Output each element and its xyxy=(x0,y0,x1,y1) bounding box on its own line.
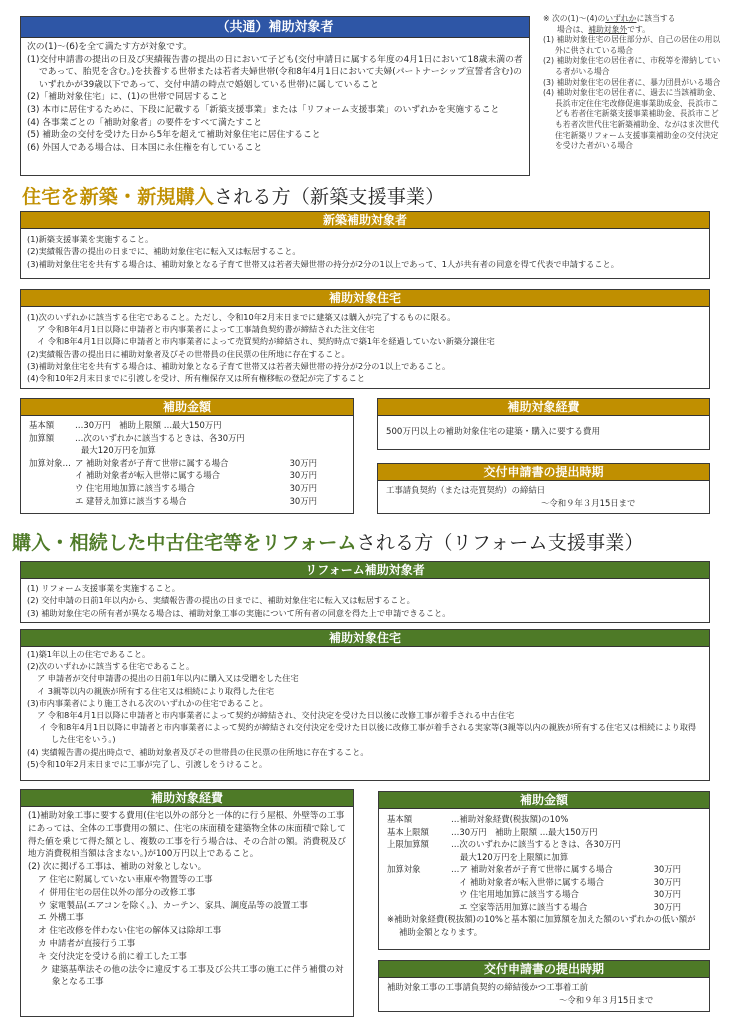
new-build-eligible-item: (2)実績報告書の提出の日までに、補助対象住宅に転入又は転居すること。 xyxy=(27,246,301,257)
common-item: (5) 補助金の交付を受けた日から5年を超えて補助対象住宅に居住すること xyxy=(27,130,321,141)
new-build-housing-title: 補助対象住宅 xyxy=(21,290,709,307)
new-build-amount-title: 補助金額 xyxy=(21,399,353,416)
new-build-target-row: ウ 住宅用地加算に該当する場合 30万円 xyxy=(75,482,317,493)
new-build-eligible-item: (3)補助対象住宅を共有する場合は、補助対象となる子育て世帯又は若者夫婦世帯の持分が2分の1以上であって、1人が共有者の同意を得て代表で申請すること。 xyxy=(27,258,619,269)
exclusion-note xyxy=(543,14,723,152)
reform-eligible-item: (1) リフォーム支援事業を実施すること。 xyxy=(27,583,180,593)
new-build-base-amount: 基本額 …30万円 補助上限額 …最大150万円 xyxy=(29,420,222,430)
reform-target-row: イ 補助対象者が転入世帯に属する場合 30万円 xyxy=(459,876,681,887)
reform-period-box xyxy=(378,960,710,1012)
reform-amount-row: 上限加算額 …次のいずれかに該当するときは、各30万円 xyxy=(387,839,621,849)
reform-eligible-title: リフォーム補助対象者 xyxy=(21,562,709,579)
exclusion-note-lead: ※ 次の(1)～(4)のいずれかに該当する xyxy=(543,14,676,23)
reform-eligible-item: (3) 補助対象住宅の所有者が異なる場合は、補助対象工事の実施について所有者の同意を得た上で申請できること。 xyxy=(27,607,451,618)
reform-housing-item: (3)市内事業者により施工される次のいずれかの住宅であること。 xyxy=(27,697,268,708)
reform-housing-subitem: イ 3親等以内の親族が所有する住宅又は相続により取得した住宅 xyxy=(37,685,275,696)
exclusion-item: (4) 補助対象住宅の居住者に、過去に当該補助金、長浜市定住住宅改修促進事業助成金、長浜市こども若者住宅新築支援事業補助金、長浜市こども若者次世代住宅新築補助金、ながはま次世代住宅新築リフォーム支援事業補助金の交付決定を受けた者がいる場合 xyxy=(543,88,721,151)
reform-period-line1: 補助対象工事の工事請負契約の締結後かつ工事着工前 xyxy=(387,982,588,992)
reform-cost-title: 補助対象経費 xyxy=(21,790,353,807)
new-build-housing-subitem: イ 令和8年4月1日以降に申請者と市内事業者によって売買契約が締結され、契約時点で築1年を経過していない新築分譲住宅 xyxy=(37,336,495,347)
new-build-period-box xyxy=(377,463,710,514)
reform-amount-box xyxy=(378,791,710,950)
reform-housing-item: (5)令和10年2月末日までに工事が完了し、引渡しをうけること。 xyxy=(27,758,268,769)
new-build-target-row: イ 補助対象者が転入世帯に属する場合 30万円 xyxy=(75,470,317,481)
exclusion-item: (3) 補助対象住宅の居住者に、暴力団員がいる場合 xyxy=(543,77,721,87)
reform-period-title: 交付申請書の提出時期 xyxy=(379,961,709,978)
new-build-period-title: 交付申請書の提出時期 xyxy=(378,464,709,481)
new-build-target-row: 加算対象… ア 補助対象者が子育て世帯に属する場合 30万円 xyxy=(29,457,317,468)
reform-cost-box xyxy=(20,789,354,1017)
reform-cost-excluded: ク 建築基準法その他の法令に違反する工事及び公共工事の施工に伴う補償の対象となる工事 xyxy=(40,964,344,988)
reform-housing-box xyxy=(20,629,710,781)
reform-target-row: エ 空家等活用加算に該当する場合 30万円 xyxy=(459,901,681,912)
reform-cost-excluded: オ 住宅改修を伴わない住宅の解体又は除却工事 xyxy=(38,926,222,937)
new-build-add-amount: 加算額 …次のいずれかに該当するときは、各30万円 xyxy=(29,432,245,443)
common-eligibility-box xyxy=(20,16,530,176)
new-build-add-max: 最大120万円を加算 xyxy=(81,445,156,456)
new-build-housing-item: (3)補助対象住宅を共有する場合は、補助対象となる子育て世帯又は若者夫婦世帯の持分が2分の1以上であること。 xyxy=(27,360,451,371)
reform-cost-excluded: カ 申請者が直接行う工事 xyxy=(38,938,136,949)
reform-housing-item: (2)次のいずれかに該当する住宅であること。 xyxy=(27,661,195,672)
exclusion-item: (2) 補助対象住宅の居住者に、市税等を滞納している者がいる場合 xyxy=(543,56,721,76)
reform-amount-row: 基本額 …補助対象経費(税抜額)の10% xyxy=(387,814,569,824)
reform-cost-excluded: ア 住宅に附属していない車庫や物置等の工事 xyxy=(38,874,213,885)
reform-housing-subitem: ア 令和8年4月1日以降に申請者と市内事業者によって契約が締結され、交付決定を受けた日以後に改修工事が着手される中古住宅 xyxy=(37,710,515,721)
reform-cost-excluded: エ 外構工事 xyxy=(38,913,84,924)
reform-amount-note: ※補助対象経費(税抜額)の10%と基本額に加算額を加えた額のいずれかの低い額が補助金額となります。 xyxy=(387,914,696,937)
new-build-target-row: エ 建替え加算に該当する場合 30万円 xyxy=(75,495,317,506)
reform-add-max: 最大120万円を上限額に加算 xyxy=(460,851,569,862)
reform-housing-title: 補助対象住宅 xyxy=(21,630,709,647)
exclusion-note-lead2: 場合は、補助対象外です。 xyxy=(557,24,650,34)
reform-eligible-box xyxy=(20,561,710,623)
common-item: (6) 外国人である場合は、日本国に永住権を有していること xyxy=(27,142,263,153)
common-item: (2)「補助対象住宅」に、(1)の世帯で同居すること xyxy=(27,92,228,103)
new-build-cost-box xyxy=(377,398,710,450)
new-build-cost-text: 500万円以上の補助対象住宅の建築・購入に要する費用 xyxy=(386,427,601,437)
reform-amount-row: 基本上限額 …30万円 補助上限額 …最大150万円 xyxy=(387,826,598,837)
reform-section-title: 購入・相続した中古住宅等をリフォームされる方（リフォーム支援事業） xyxy=(12,532,644,554)
exclusion-item: (1) 補助対象住宅の居住部分が、自己の居住の用以外に供されている場合 xyxy=(543,35,721,55)
common-item: (3) 本市に居住するために、下段に記載する「新築支援事業」または「リフォーム支援事業」のいずれかを実施すること xyxy=(27,104,500,115)
new-build-section-title: 住宅を新築・新規購入される方（新築支援事業） xyxy=(22,186,445,208)
reform-cost-item1: (1)補助対象工事に要する費用(住宅以外の部分と一体的に行う屋根、外壁等の工事にあっては、全体の工事費用の額に、住宅の床面積を建築物全体の床面積で除して得た値を乗じて得た額とし、複数の工事を行う場合は、その合計の額。消費税及び地方消費税相当額は含まない。)が100万円以上であること。 xyxy=(28,811,346,860)
common-intro: 次の(1)～(6)を全て満たす方が対象です。 xyxy=(27,42,192,52)
new-build-cost-title: 補助対象経費 xyxy=(378,399,709,416)
reform-cost-excluded: キ 交付決定を受ける前に着工した工事 xyxy=(38,951,187,962)
common-item: (4) 各事業ごとの「補助対象者」の要件をすべて満たすこと xyxy=(27,117,263,128)
new-build-eligible-item: (1)新築支援事業を実施すること。 xyxy=(27,234,154,244)
new-build-housing-item: (2)実績報告書の提出日に補助対象者及びその世帯員の住民票の住所地に存在すること。 xyxy=(27,348,350,359)
new-build-housing-subitem: ア 令和8年4月1日以降に申請者と市内事業者によって工事請負契約書が締結された注文住宅 xyxy=(37,324,375,335)
reform-target-row: ウ 住宅用地加算に該当する場合 30万円 xyxy=(459,889,681,899)
reform-target-row: 加算対象 … ア 補助対象者が子育て世帯に属する場合 30万円 xyxy=(387,864,681,874)
new-build-period-line2: ～令和９年３月15日まで xyxy=(541,497,636,508)
new-build-amount-box xyxy=(20,398,354,514)
reform-cost-item2: (2) 次に掲げる工事は、補助の対象としない。 xyxy=(28,862,207,873)
reform-period-line2: ～令和９年３月15日まで xyxy=(559,994,654,1005)
new-build-eligible-box xyxy=(20,211,710,279)
reform-housing-subitem: イ 令和8年4月1日以降に申請者と市内事業者によって契約が締結され交付決定を受けた日以後に改修工事が着手される実家等(3親等以内の親族が所有する住宅又は相続により取得した住宅をいう。) xyxy=(39,722,697,745)
reform-housing-item: (4) 実績報告書の提出時点で、補助対象者及びその世帯員の住民票の住所地に存在すること。 xyxy=(27,746,369,757)
common-item: (1)交付申請書の提出の日及び実績報告書の提出の日において子ども(交付申請日に属する年度の4月1日において18歳未満の者であって、胎児を含む。)を扶養する世帯または若者夫婦世帯(令和8年4月1日において夫婦(パートナーシップ宣誓者含む)のいずれかが39歳以下であって、交付申請の時点で婚姻している世帯)に属していること xyxy=(27,54,523,90)
reform-housing-item: (1)築1年以上の住宅であること。 xyxy=(27,649,151,659)
new-build-housing-item: (4)令和10年2月末日までに引渡しを受け、所有権保存又は所有権移転の登記が完了すること xyxy=(27,373,366,384)
reform-cost-excluded: ウ 家電製品(エアコンを除く。)、カーテン、家具、調度品等の設置工事 xyxy=(38,900,308,911)
new-build-housing-box xyxy=(20,289,710,389)
new-build-eligible-title: 新築補助対象者 xyxy=(21,212,709,229)
common-eligibility-title: （共通）補助対象者 xyxy=(21,17,529,38)
reform-amount-title: 補助金額 xyxy=(379,792,709,809)
new-build-period-line1: 工事請負契約（または売買契約）の締結日 xyxy=(386,485,546,495)
new-build-housing-item: (1)次のいずれかに該当する住宅であること。ただし、令和10年2月末日までに建築又は購入が完了するものに限る。 xyxy=(27,312,456,322)
reform-cost-excluded: イ 併用住宅の居住以外の部分の改修工事 xyxy=(38,887,196,898)
reform-eligible-item: (2) 交付申請の日前1年以内から、実績報告書の提出の日までに、補助対象住宅に転入又は転居すること。 xyxy=(27,595,415,606)
reform-housing-subitem: ア 申請者が交付申請書の提出の日前1年以内に購入又は受贈をした住宅 xyxy=(37,673,299,684)
